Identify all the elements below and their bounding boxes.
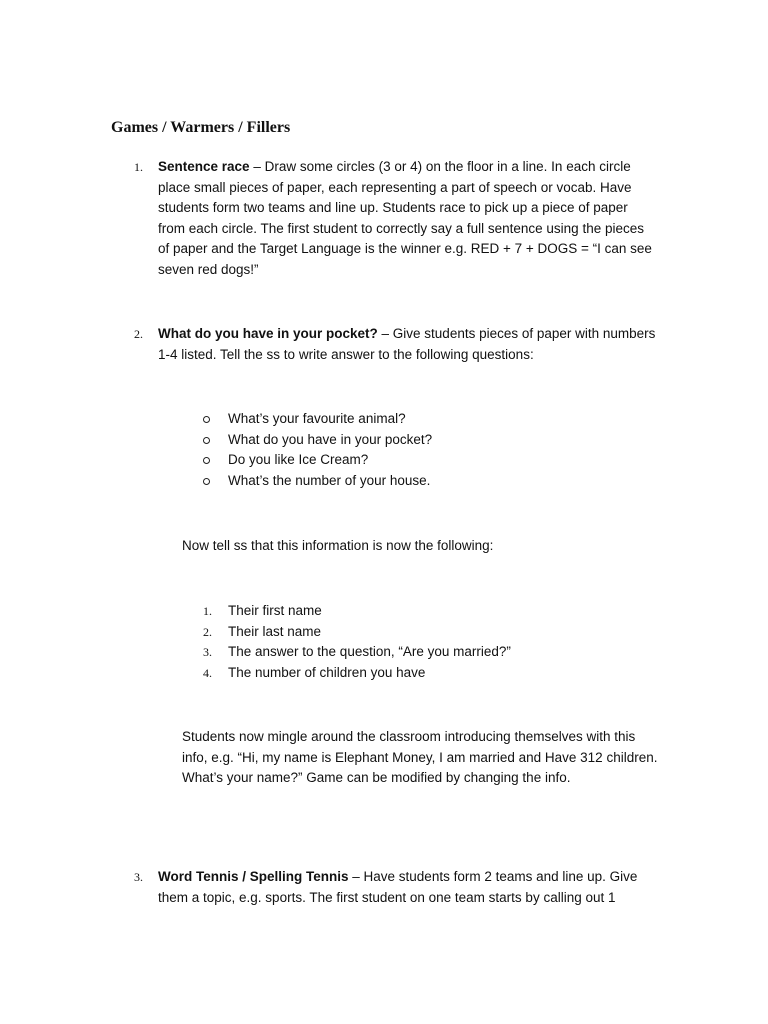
item-heading: Word Tennis / Spelling Tennis	[158, 869, 349, 884]
question-item: What’s your favourite animal?	[0, 409, 768, 430]
question-item: What’s the number of your house.	[0, 471, 768, 492]
question-list	[0, 409, 768, 491]
page-title: Games / Warmers / Fillers	[111, 119, 291, 136]
item-heading: What do you have in your pocket?	[158, 326, 378, 341]
closing-paragraph: Students now mingle around the classroom introducing themselves with this info, e.g. “Hi, my name is Elephant Money, I am married and Have 312 children. What’s your name?” Game can be modified by changing the info.	[182, 729, 658, 786]
transition-text: Now tell ss that this information is now the following:	[182, 538, 494, 553]
item-text: – Give students pieces of paper with numbers 1-4 listed. Tell the ss to write answer to the following questions:	[158, 326, 656, 362]
question-item: What do you have in your pocket?	[0, 430, 768, 451]
circle-bullet-icon	[203, 478, 210, 485]
item-paragraph	[158, 324, 658, 365]
circle-bullet-icon	[203, 416, 210, 423]
mapping-item: 3. The answer to the question, “Are you married?”	[203, 644, 511, 660]
mapping-item: 4. The number of children you have	[203, 664, 426, 680]
mapping-item: 1. Their first name	[203, 603, 322, 618]
circle-bullet-icon	[203, 457, 210, 464]
item-text: – Draw some circles (3 or 4) on the floor in a line. In each circle place small pieces of paper, each representing a part of speech or vocab. Have students form two teams and line up. Students race to pick up a piece of paper from each circle. The first student to correctly say a full sentence using the pieces of paper and the Target Language is the winner e.g. RED + 7 + DOGS = “I can see seven red dogs!”	[158, 159, 652, 277]
item-number: 3.	[134, 870, 143, 884]
item-number: 2.	[134, 327, 143, 341]
item-heading: Sentence race	[158, 159, 250, 174]
mapping-item: 2. Their last name	[203, 623, 322, 639]
item-number: 1.	[134, 160, 143, 174]
question-item: Do you like Ice Cream?	[0, 450, 768, 471]
item-paragraph	[158, 867, 658, 908]
mapping-list	[0, 601, 768, 683]
item-paragraph	[158, 157, 658, 281]
circle-bullet-icon	[203, 437, 210, 444]
item-text: – Have students form 2 teams and line up. Give them a topic, e.g. sports. The first student on one team starts by calling out 1	[158, 869, 638, 905]
